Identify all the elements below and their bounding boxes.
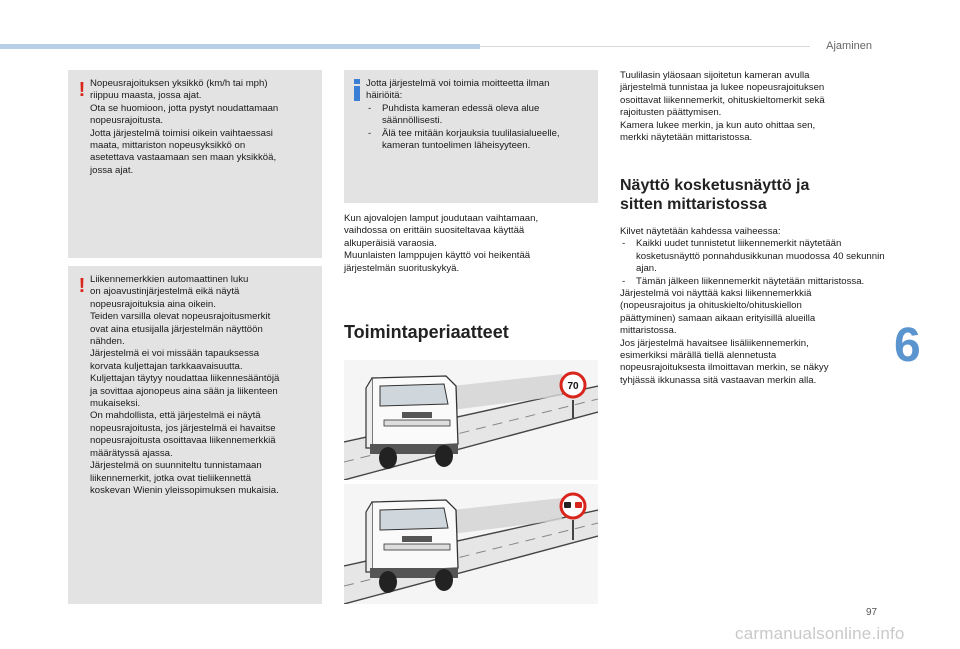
warning-box-speed-unit bbox=[68, 70, 322, 258]
list-item: - Kaikki uudet tunnistetut liikennemerkit näytetään kosketusnäyttö ponnahdusikkunan muodossa 40 sekunnin ajan. bbox=[620, 238, 885, 275]
warning-icon: ! bbox=[78, 79, 86, 101]
bulb-replacement-paragraph bbox=[344, 213, 600, 275]
warning-icon: ! bbox=[78, 275, 86, 297]
list-item: - Puhdista kameran edessä oleva alue säännöllisesti. bbox=[366, 103, 588, 128]
camera-description-paragraph bbox=[620, 70, 885, 144]
text-line: ovat aina etusijalla järjestelmän näyttöön bbox=[90, 323, 263, 335]
section-heading-display bbox=[620, 176, 885, 214]
info-box-text bbox=[366, 78, 588, 152]
list-item: - Älä tee mitään korjauksia tuulilasialueelle, kameran tuntoelimen läheisyyteen. bbox=[366, 128, 588, 153]
text-line: Kamera lukee merkin, ja kun auto ohittaa sen, bbox=[620, 119, 816, 131]
speed-sign-value: 70 bbox=[567, 381, 579, 392]
info-list bbox=[366, 103, 588, 153]
text-line: tyhjässä ikkunassa sitä vastaavan merkin alla. bbox=[620, 374, 817, 386]
text-line: mukaiseksi. bbox=[90, 398, 141, 410]
heading-line: sitten mittaristossa bbox=[620, 196, 767, 213]
text-line: koskevan Wienin yleissopimuksen mukaisia. bbox=[90, 484, 279, 496]
text-line: määrätyssä ajassa. bbox=[90, 447, 173, 459]
text-line: Muunlaisten lamppujen käyttö voi heikentää bbox=[344, 250, 531, 262]
text-line: korvata kuljettajan tarkkaavaisuutta. bbox=[90, 360, 243, 372]
text-line: jossa ajat. bbox=[90, 164, 134, 176]
text-line: ja sovittaa ajonopeus aina sään ja liikenteen bbox=[90, 385, 278, 397]
heading-line: Näyttö kosketusnäyttö ja bbox=[620, 177, 810, 194]
text-line: Järjestelmä ei voi missään tapauksessa bbox=[90, 348, 260, 360]
text-line: häiriöitä: bbox=[366, 90, 403, 102]
text-line: nopeusrajoitusta osoittavaa liikennemerkkiä bbox=[90, 435, 276, 447]
text-line: nähden. bbox=[90, 336, 125, 348]
text-line: mittaristossa. bbox=[620, 325, 677, 337]
text-line: Liikennemerkkien automaattinen luku bbox=[90, 274, 249, 285]
text-line: Jos järjestelmä havaitsee lisäliikennemerkin, bbox=[620, 337, 809, 349]
illustration-speed-limit-sign bbox=[344, 360, 598, 480]
text-line: järjestelmä tunnistaa ja lukee nopeusrajoituksen bbox=[620, 82, 825, 94]
header-rule bbox=[480, 46, 810, 47]
text-line: merkki näytetään mittaristossa. bbox=[620, 132, 753, 144]
text-line: Jotta järjestelmä toimisi oikein vaihtaessasi bbox=[90, 127, 273, 139]
text-line: On mahdollista, että järjestelmä ei näytä bbox=[90, 410, 261, 422]
text-line: riippuu maasta, jossa ajat. bbox=[90, 90, 202, 102]
text-line: Teiden varsilla olevat nopeusrajoitusmerkit bbox=[90, 311, 271, 323]
text-line: Nopeusrajoituksen yksikkö (km/h tai mph) bbox=[90, 78, 268, 89]
text-line: Jotta järjestelmä voi toimia moitteetta ilman bbox=[366, 78, 550, 89]
text-line: maata, mittariston nopeusyksikkö on bbox=[90, 140, 246, 152]
text-line: Järjestelmä voi näyttää kaksi liikennemerkkiä bbox=[620, 288, 812, 300]
text-line: vaihdossa on erittäin suositeltavaa käyttää bbox=[344, 225, 525, 237]
van-speed-sign-drawing bbox=[344, 360, 598, 480]
van-no-overtaking-drawing bbox=[344, 484, 598, 604]
text-line: liikennemerkit, jotka ovat tieliikennettä bbox=[90, 472, 252, 484]
list-item: - Tämän jälkeen liikennemerkit näytetään mittaristossa. bbox=[620, 276, 885, 288]
text-line: Kun ajovalojen lamput joudutaan vaihtamaan, bbox=[344, 213, 539, 224]
section-title: Ajaminen bbox=[826, 40, 872, 52]
text-line: osoittavat liikennemerkit, ohituskieltomerkit sekä bbox=[620, 94, 825, 106]
info-box-camera-care bbox=[344, 70, 598, 203]
text-line: Ota se huomioon, jotta pystyt noudattamaan bbox=[90, 102, 279, 114]
text-line: Kilvet näytetään kahdessa vaiheessa: bbox=[620, 226, 781, 237]
section-heading-operating-principle: Toimintaperiaatteet bbox=[344, 322, 509, 342]
warning-box-sign-recognition-text bbox=[90, 274, 312, 497]
text-line: asetettava vastaamaan sen maan yksikköä, bbox=[90, 152, 277, 164]
text-line: nopeusrajoituksesta ilmoittavan merkin, se näkyy bbox=[620, 362, 829, 374]
text-line: on ajoavustinjärjestelmä eikä näytä bbox=[90, 286, 240, 298]
warning-box-speed-unit-text bbox=[90, 78, 312, 177]
watermark: carmanualsonline.info bbox=[735, 624, 905, 643]
text-line: Kuljettajan täytyy noudattaa liikennesääntöjä bbox=[90, 373, 280, 385]
car-shape bbox=[575, 502, 582, 508]
header-accent-bar bbox=[0, 44, 480, 49]
info-icon bbox=[352, 79, 362, 101]
text-line: rajoitusten päättymisen. bbox=[620, 107, 722, 119]
car-shape bbox=[564, 502, 571, 508]
text-line: (nopeusrajoitus ja ohituskielto/ohituskiellon bbox=[620, 300, 802, 312]
display-steps-list bbox=[620, 238, 885, 288]
text-line: järjestelmän suorituskykyä. bbox=[344, 262, 460, 274]
text-line: nopeusrajoitusta, jos järjestelmä ei havaitse bbox=[90, 422, 276, 434]
page-number: 97 bbox=[866, 607, 878, 618]
illustration-no-overtaking-sign bbox=[344, 484, 598, 604]
text-line: esimerkiksi märällä tiellä alennetusta bbox=[620, 350, 777, 362]
warning-box-sign-recognition bbox=[68, 266, 322, 604]
text-line: päättyminen) samaan aikaan erityisillä alueilla bbox=[620, 312, 816, 324]
text-line: nopeusrajoitusta. bbox=[90, 115, 164, 127]
text-line: nopeusrajoituksia aina oikein. bbox=[90, 298, 216, 310]
text-line: Tuulilasin yläosaan sijoitetun kameran avulla bbox=[620, 70, 810, 81]
text-line: alkuperäisiä varaosia. bbox=[344, 237, 437, 249]
text-line: Järjestelmä on suunniteltu tunnistamaan bbox=[90, 460, 262, 472]
chapter-number: 6 bbox=[894, 319, 921, 372]
display-description bbox=[620, 226, 885, 387]
